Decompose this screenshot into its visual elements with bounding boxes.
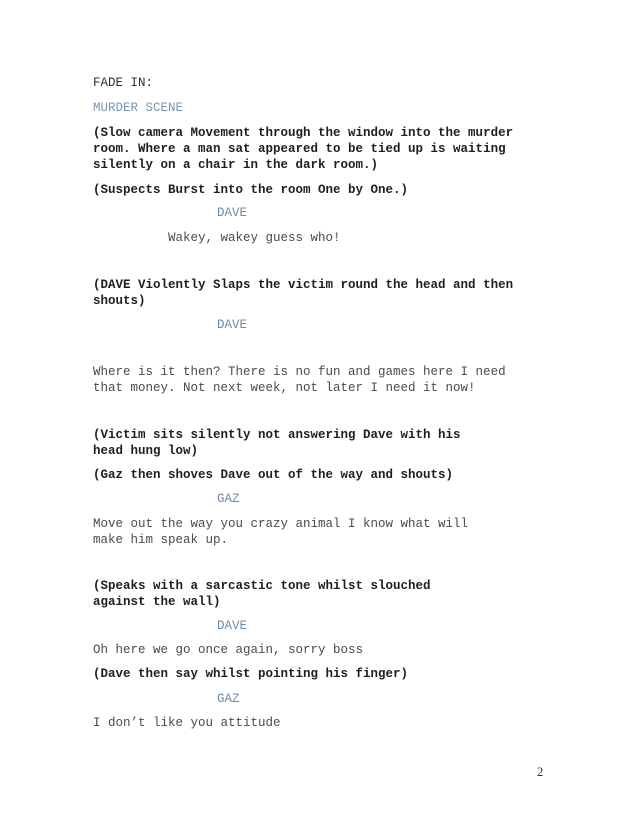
action-line: (Gaz then shoves Dave out of the way and shouts): [93, 468, 454, 482]
action-line: (Speaks with a sarcastic tone whilst slouched: [93, 579, 431, 593]
action-line: (Slow camera Movement through the window into the murder: [93, 126, 514, 140]
character-name: GAZ: [217, 492, 240, 506]
character-name: DAVE: [217, 206, 248, 220]
dialogue-line: Wakey, wakey guess who!: [168, 231, 341, 245]
action-line: head hung low): [93, 444, 199, 458]
action-line: (Suspects Burst into the room One by One.): [93, 183, 409, 197]
character-name: GAZ: [217, 692, 240, 706]
action-line: (DAVE Violently Slaps the victim round the head and then: [93, 278, 514, 292]
action-line: room. Where a man sat appeared to be tied up is waiting: [93, 142, 506, 156]
scene-heading: MURDER SCENE: [93, 101, 184, 115]
dialogue-line: I don’t like you attitude: [93, 716, 281, 730]
action-line: against the wall): [93, 595, 221, 609]
character-name: DAVE: [217, 619, 248, 633]
action-line: shouts): [93, 294, 146, 308]
action-line: (Dave then say whilst pointing his finger): [93, 667, 409, 681]
dialogue-line: Oh here we go once again, sorry boss: [93, 643, 364, 657]
character-name: DAVE: [217, 318, 248, 332]
page-number: 2: [537, 765, 544, 779]
action-line: silently on a chair in the dark room.): [93, 158, 379, 172]
fade-in-transition: FADE IN:: [93, 76, 154, 90]
dialogue-line: make him speak up.: [93, 533, 229, 547]
action-line: (Victim sits silently not answering Dave with his: [93, 428, 461, 442]
dialogue-line: that money. Not next week, not later I need it now!: [93, 381, 476, 395]
dialogue-line: Where is it then? There is no fun and games here I need: [93, 365, 506, 379]
dialogue-line: Move out the way you crazy animal I know what will: [93, 517, 469, 531]
